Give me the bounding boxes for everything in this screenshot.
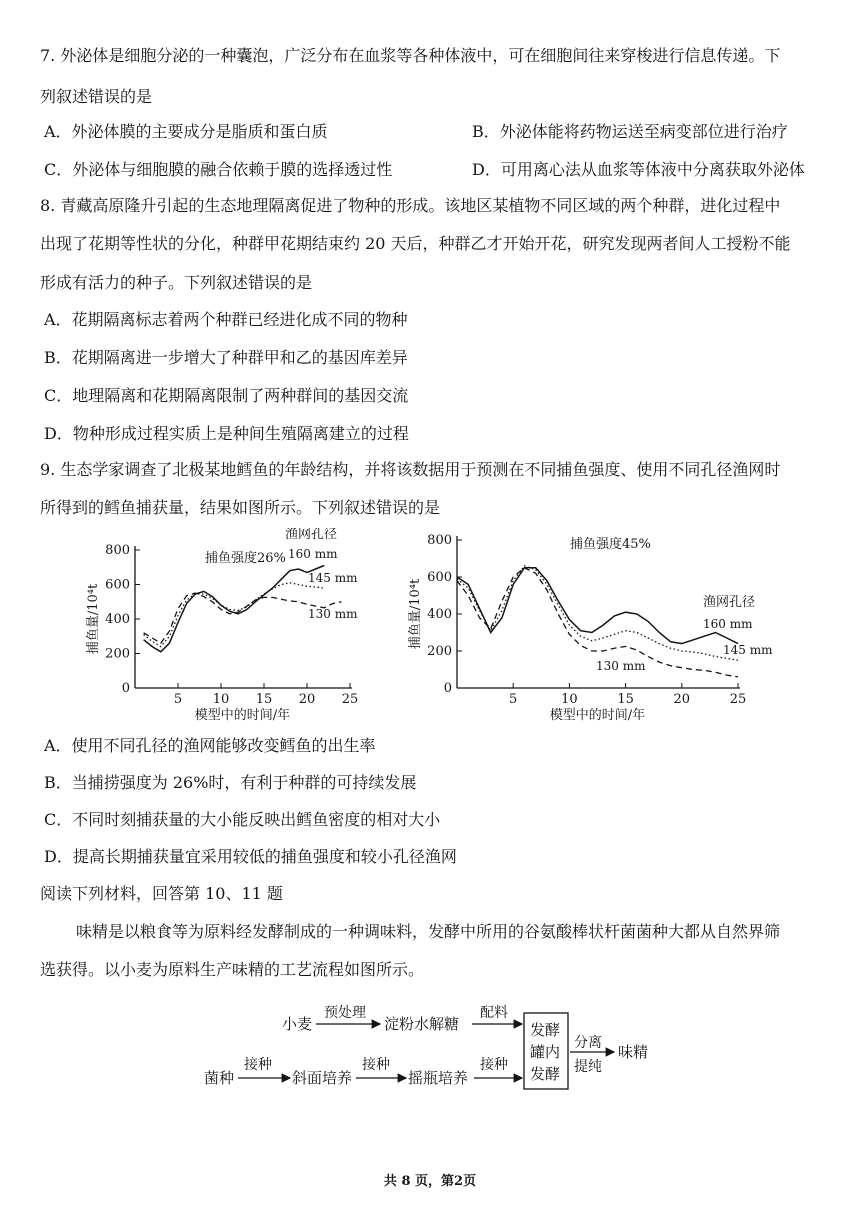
flow-mix-label: 配料 xyxy=(480,1005,508,1021)
y-tick-label: 600 xyxy=(105,577,130,593)
x-tick-label: 15 xyxy=(255,692,273,707)
q9-stem-line1: 9. 生态学家调查了北极某地鳕鱼的年龄结构，并将该数据用于预测在不同捕鱼强度、使用不同孔径渔网时 xyxy=(40,460,781,479)
flow-strain: 菌种 xyxy=(204,1069,235,1087)
x-tick-label: 25 xyxy=(341,692,359,707)
q7-option-b: B．外泌体能将药物运送至病变部位进行治疗 xyxy=(472,122,788,141)
series-line-145-mm xyxy=(144,583,325,647)
q7-option-a: A．外泌体膜的主要成分是脂质和蛋白质 xyxy=(44,122,328,141)
q9-option-c: C．不同时刻捕获量的大小能反映出鳕鱼密度的相对大小 xyxy=(44,810,441,829)
x-tick-label: 25 xyxy=(729,692,747,707)
flow-tank-line3: 发酵 xyxy=(530,1065,561,1083)
series-label-130-mm: 130 mm xyxy=(308,607,358,621)
series-line-160-mm xyxy=(457,568,738,644)
x-tick-label: 20 xyxy=(298,692,316,707)
catch-chart-26 xyxy=(70,528,370,728)
chart-title: 捕鱼强度26% xyxy=(205,551,286,566)
flow-shake: 摇瓶培养 xyxy=(408,1069,469,1087)
q8-stem-line3: 形成有活力的种子。下列叙述错误的是 xyxy=(40,273,313,292)
series-label-160-mm: 160 mm xyxy=(288,547,338,561)
x-tick-label: 10 xyxy=(212,692,230,707)
q8-option-c: C．地理隔离和花期隔离限制了两种群间的基因交流 xyxy=(44,386,409,405)
q8-option-a: A．花期隔离标志着两个种群已经进化成不同的物种 xyxy=(44,310,408,329)
series-label-130-mm: 130 mm xyxy=(596,659,646,673)
q9-option-b: B．当捕捞强度为 26%时，有利于种群的可持续发展 xyxy=(44,773,417,792)
flow-inoculate-label-3: 接种 xyxy=(480,1057,508,1073)
y-tick-label: 800 xyxy=(105,543,130,558)
x-tick-label: 15 xyxy=(617,692,634,707)
legend-title: 渔网孔径 xyxy=(703,595,756,610)
q9-option-d: D．提高长期捕获量宜采用较低的捕鱼强度和较小孔径渔网 xyxy=(44,847,457,866)
legend-title: 渔网孔径 xyxy=(285,528,338,542)
x-tick-label: 5 xyxy=(509,692,518,707)
y-tick-label: 400 xyxy=(105,612,130,627)
series-line-160-mm xyxy=(144,566,325,652)
flow-msg: 味精 xyxy=(618,1043,649,1061)
series-line-145-mm xyxy=(457,566,738,660)
series-label-145-mm: 145 mm xyxy=(308,571,358,585)
y-tick-label: 200 xyxy=(427,644,452,659)
q7-stem-line2: 列叙述错误的是 xyxy=(40,87,153,106)
catch-chart-45 xyxy=(400,528,785,728)
flow-purify-label: 提纯 xyxy=(574,1059,602,1075)
y-tick-label: 200 xyxy=(105,646,130,662)
q7-option-d: D．可用离心法从血浆等体液中分离获取外泌体 xyxy=(472,160,805,179)
series-label-145-mm: 145 mm xyxy=(723,643,773,657)
x-tick-label: 20 xyxy=(673,692,691,707)
chart-title: 捕鱼强度45% xyxy=(570,537,651,552)
q9-stem-line2: 所得到的鳕鱼捕获量，结果如图所示。下列叙述错误的是 xyxy=(40,498,441,517)
flow-tank-line1: 发酵 xyxy=(530,1021,561,1039)
page-footer: 共 8 页，第2页 xyxy=(383,1174,477,1189)
x-tick-label: 10 xyxy=(561,692,578,707)
y-tick-label: 0 xyxy=(121,681,130,696)
q8-option-b: B．花期隔离进一步增大了种群甲和乙的基因库差异 xyxy=(44,348,408,367)
flow-slant: 斜面培养 xyxy=(292,1069,353,1087)
y-tick-label: 600 xyxy=(427,570,452,585)
reading-para-line1: 味精是以粮食等为原料经发酵制成的一种调味料，发酵中所用的谷氨酸棒状杆菌菌种大都从自然界筛 xyxy=(76,922,781,941)
x-axis-title: 模型中的时间/年 xyxy=(194,708,291,723)
flow-tank-line2: 罐内 xyxy=(530,1043,561,1061)
x-tick-label: 5 xyxy=(173,692,183,707)
reading-para-line2: 选获得。以小麦为原料生产味精的工艺流程如图所示。 xyxy=(40,960,425,979)
y-tick-label: 800 xyxy=(427,533,452,548)
q9-option-a: A．使用不同孔径的渔网能够改变鳕鱼的出生率 xyxy=(44,736,376,755)
y-axis-title: 捕鱼量/10⁴t xyxy=(408,578,423,650)
q8-stem-line2: 出现了花期等性状的分化，种群甲花期结束约 20 天后，种群乙才开始开花，研究发现两者间人工授粉不能 xyxy=(40,234,791,253)
q8-option-d: D．物种形成过程实质上是种间生殖隔离建立的过程 xyxy=(44,424,409,443)
q8-stem-line1: 8. 青藏高原隆升引起的生态地理隔离促进了物种的形成。该地区某植物不同区域的两个种群，进化过程中 xyxy=(40,196,781,215)
flow-starch: 淀粉水解糖 xyxy=(384,1015,460,1033)
flow-pretreat-label: 预处理 xyxy=(324,1005,366,1021)
series-label-160-mm: 160 mm xyxy=(703,617,753,631)
q7-option-c: C．外泌体与细胞膜的融合依赖于膜的选择透过性 xyxy=(44,160,393,179)
y-tick-label: 0 xyxy=(443,681,452,696)
y-tick-label: 400 xyxy=(427,607,452,622)
q7-stem-line1: 7. 外泌体是细胞分泌的一种囊泡，广泛分布在血浆等各种体液中，可在细胞间往来穿梭进行信息传递。下 xyxy=(40,46,781,65)
flow-separate-label: 分离 xyxy=(574,1035,602,1051)
flow-wheat: 小麦 xyxy=(282,1015,313,1033)
msg-process-diagram xyxy=(190,995,670,1100)
y-axis-title: 捕鱼量/10⁴t xyxy=(86,583,101,655)
flow-inoculate-label-1: 接种 xyxy=(244,1057,272,1073)
x-axis-title: 模型中的时间/年 xyxy=(549,708,646,723)
reading-intro: 阅读下列材料，回答第 10、11 题 xyxy=(40,884,283,903)
flow-inoculate-label-2: 接种 xyxy=(362,1057,390,1073)
